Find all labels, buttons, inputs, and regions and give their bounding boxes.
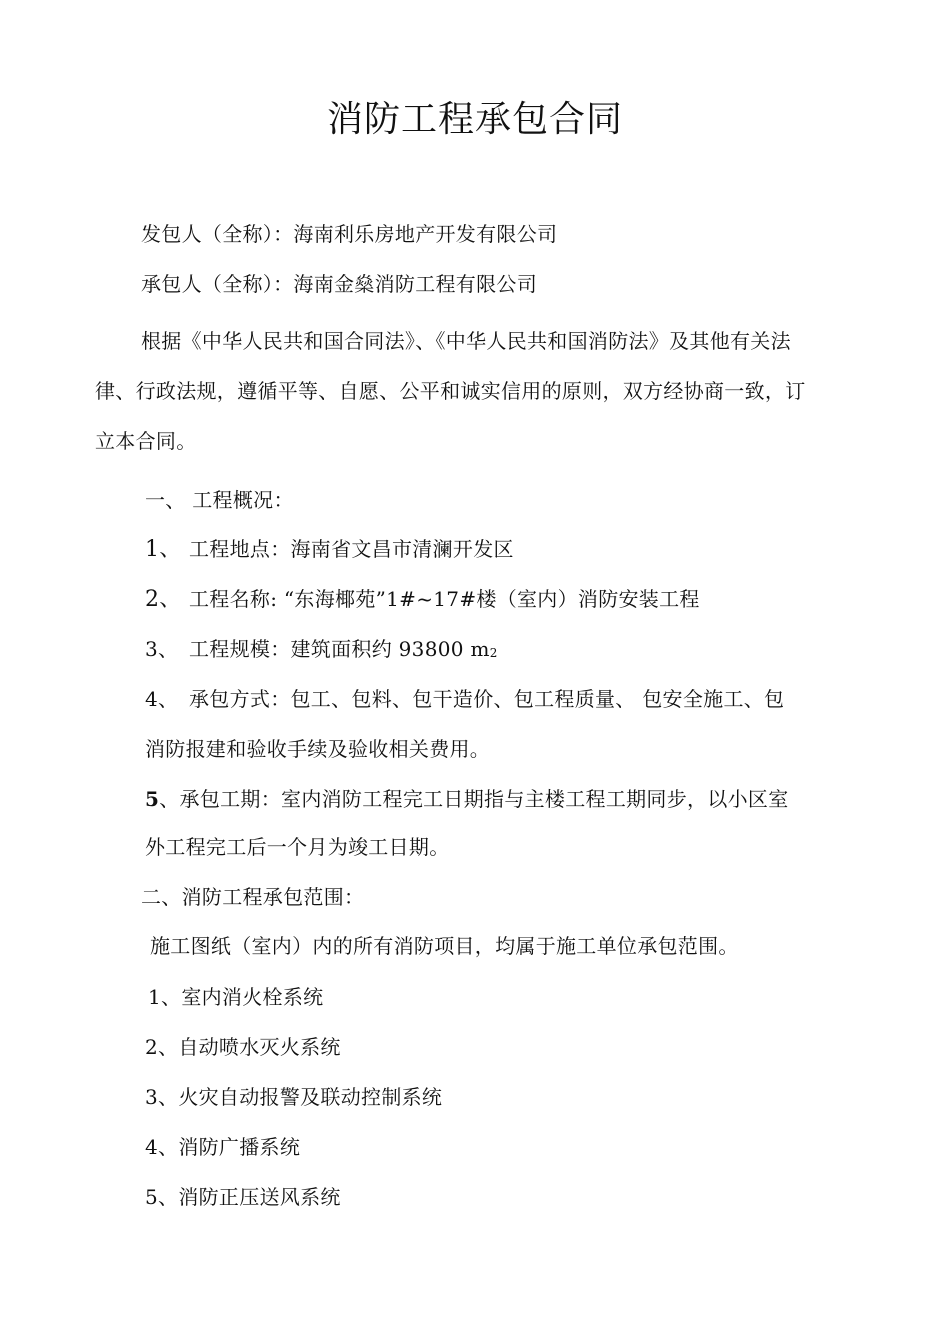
item-text: 、承包工期：室内消防工程完工日期指与主楼工程工期同步，以小区室 [159, 787, 789, 811]
item-number: 5 [145, 787, 160, 811]
employer-line: 发包人（全称）：海南利乐房地产开发有限公司 [141, 222, 558, 246]
document-title: 消防工程承包合同 [326, 99, 623, 140]
scope-item: 3、火灾自动报警及联动控制系统 [145, 1085, 443, 1109]
item-number: 1、 [145, 537, 182, 562]
section1-item-4 [145, 685, 784, 713]
item-number: 3、 [145, 637, 179, 661]
section2-heading: 二、消防工程承包范围： [141, 885, 365, 909]
section1-item-5-continuation: 外工程完工后一个月为竣工日期。 [145, 835, 450, 859]
preamble-line-3: 立本合同。 [95, 429, 197, 453]
item-text: 工程名称: “东海椰苑”1#~17#楼（室内）消防安装工程 [189, 587, 700, 611]
section1-item-1 [145, 535, 514, 564]
preamble-line-1: 根据《中华人民共和国合同法》、《中华人民共和国消防法》及其他有关法 [141, 329, 791, 353]
section2-intro: 施工图纸（室内）内的所有消防项目，均属于施工单位承包范围。 [150, 934, 739, 958]
item-number: 2、 [145, 587, 182, 612]
item-number: 4、 [145, 687, 179, 711]
scope-item: 1、室内消火栓系统 [148, 985, 324, 1009]
section1-item-2 [145, 585, 700, 614]
section1-item-4-continuation: 消防报建和验收手续及验收相关费用。 [145, 737, 491, 761]
item-text: 承包方式：包工、包料、包干造价、包工程质量、 包安全施工、包 [189, 687, 785, 711]
item-text: 工程规模：建筑面积约 93800 m [189, 637, 490, 661]
scope-item: 2、自动喷水灭火系统 [145, 1035, 341, 1059]
section1-item-3 [145, 635, 498, 667]
preamble-line-2: 律、行政法规，遵循平等、自愿、公平和诚实信用的原则，双方经协商一致，订 [95, 379, 806, 403]
section1-heading: 一、 工程概况： [145, 488, 294, 512]
item-text: 工程地点：海南省文昌市清澜开发区 [189, 537, 514, 561]
scope-item: 4、消防广播系统 [145, 1135, 301, 1159]
section1-item-5 [145, 785, 789, 813]
contractor-line: 承包人（全称）：海南金燊消防工程有限公司 [141, 272, 537, 296]
scope-item: 5、消防正压送风系统 [145, 1185, 341, 1209]
area-unit-exponent: 2 [489, 646, 498, 660]
